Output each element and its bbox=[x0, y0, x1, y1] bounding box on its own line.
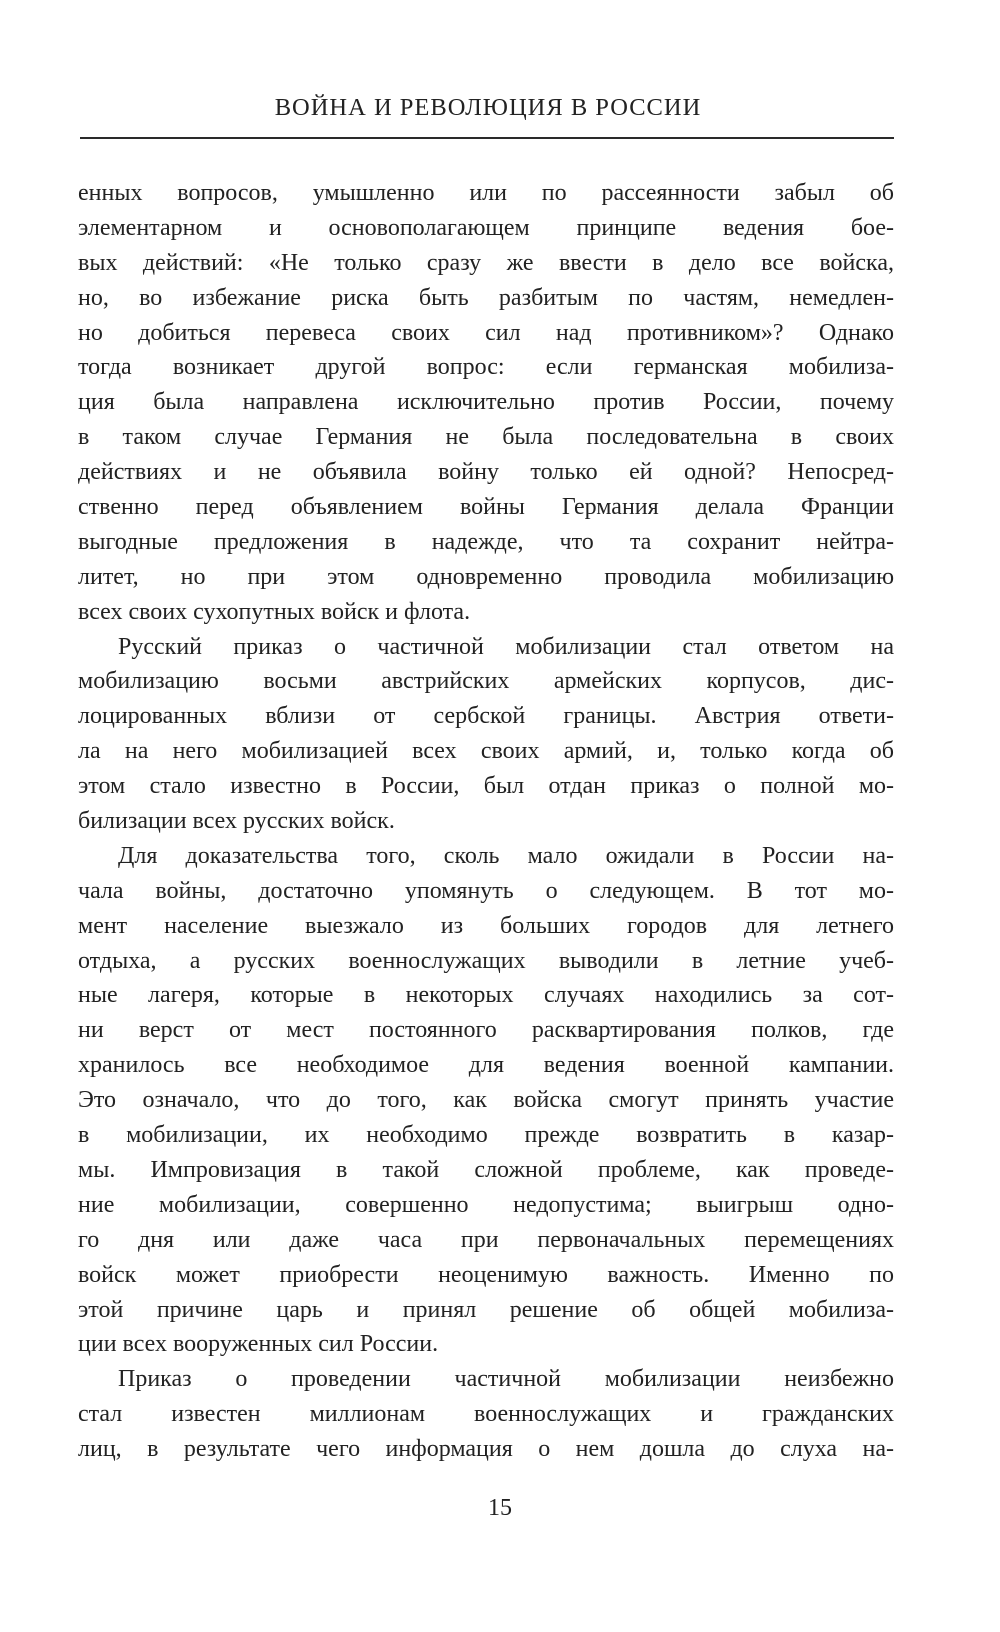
text-line: лоцированных вблизи от сербской границы. Австрия ответи- bbox=[78, 703, 894, 730]
text-line: ственно перед объявлением войны Германия делала Франции bbox=[78, 494, 894, 521]
text-line: ни верст от мест постоянного расквартирования полков, где bbox=[78, 1017, 894, 1044]
text-line: ние мобилизации, совершенно недопустима; выигрыш одно- bbox=[78, 1191, 894, 1218]
text-line: лиц, в результате чего информация о нем дошла до слуха на- bbox=[78, 1436, 894, 1463]
text-line: отдыха, а русских военнослужащих выводили в летние учеб- bbox=[78, 947, 894, 974]
text-line: ции всех вооруженных сил России. bbox=[78, 1331, 439, 1358]
text-line: литет, но при этом одновременно проводила мобилизацию bbox=[78, 563, 894, 590]
text-line: Русский приказ о частичной мобилизации стал ответом на bbox=[118, 633, 894, 660]
text-line: хранилось все необходимое для ведения военной кампании. bbox=[78, 1052, 894, 1079]
text-line: чала войны, достаточно упомянуть о следующем. В тот мо- bbox=[78, 877, 894, 904]
text-line: ла на него мобилизацией всех своих армий, и, только когда об bbox=[78, 738, 894, 765]
text-line: енных вопросов, умышленно или по рассеянности забыл об bbox=[78, 180, 894, 206]
text-line: в таком случае Германия не была последовательна в своих bbox=[78, 424, 894, 451]
text-line: Для доказательства того, сколь мало ожидали в России на- bbox=[118, 842, 894, 869]
page-number: 15 bbox=[488, 1495, 512, 1521]
text-line: билизации всех русских войск. bbox=[78, 808, 395, 835]
text-line: этом стало известно в России, был отдан приказ о полной мо- bbox=[78, 773, 894, 800]
text-line: всех своих сухопутных войск и флота. bbox=[78, 598, 471, 625]
text-line: го дня или даже часа при первоначальных перемещениях bbox=[78, 1226, 894, 1253]
text-line: в мобилизации, их необходимо прежде возвратить в казар- bbox=[78, 1122, 894, 1149]
text-line: мы. Импровизация в такой сложной проблеме, как проведе- bbox=[78, 1156, 894, 1183]
text-line: но добиться перевеса своих сил над противником»? Однако bbox=[78, 319, 894, 346]
text-line: этой причине царь и принял решение об общей мобилиза- bbox=[78, 1296, 894, 1323]
text-line: Приказ о проведении частичной мобилизации неизбежно bbox=[118, 1366, 894, 1393]
body-text bbox=[78, 176, 894, 1467]
text-line: стал известен миллионам военнослужащих и гражданских bbox=[78, 1401, 894, 1428]
text-line: Это означало, что до того, как войска смогут принять участие bbox=[78, 1087, 894, 1114]
text-line: войск может приобрести неоценимую важность. Именно по bbox=[78, 1261, 894, 1288]
text-line: мобилизацию восьми австрийских армейских корпусов, дис- bbox=[78, 668, 894, 695]
running-head: ВОЙНА И РЕВОЛЮЦИЯ В РОССИИ bbox=[274, 94, 702, 121]
text-line: ция была направлена исключительно против России, почему bbox=[78, 389, 894, 416]
text-line: тогда возникает другой вопрос: если германская мобилиза- bbox=[78, 354, 894, 381]
text-line: мент население выезжало из больших городов для летнего bbox=[78, 912, 894, 939]
text-line: но, во избежание риска быть разбитым по частям, немедлен- bbox=[78, 284, 894, 311]
text-line: вых действий: «Не только сразу же ввести в дело все войска, bbox=[78, 249, 894, 276]
header-rule bbox=[80, 137, 894, 139]
text-line: действиях и не объявила войну только ей одной? Непосред- bbox=[78, 459, 894, 486]
text-line: ные лагеря, которые в некоторых случаях находились за сот- bbox=[78, 982, 894, 1009]
text-line: элементарном и основополагающем принципе ведения бое- bbox=[78, 214, 894, 241]
text-line: выгодные предложения в надежде, что та сохранит нейтра- bbox=[78, 528, 894, 555]
